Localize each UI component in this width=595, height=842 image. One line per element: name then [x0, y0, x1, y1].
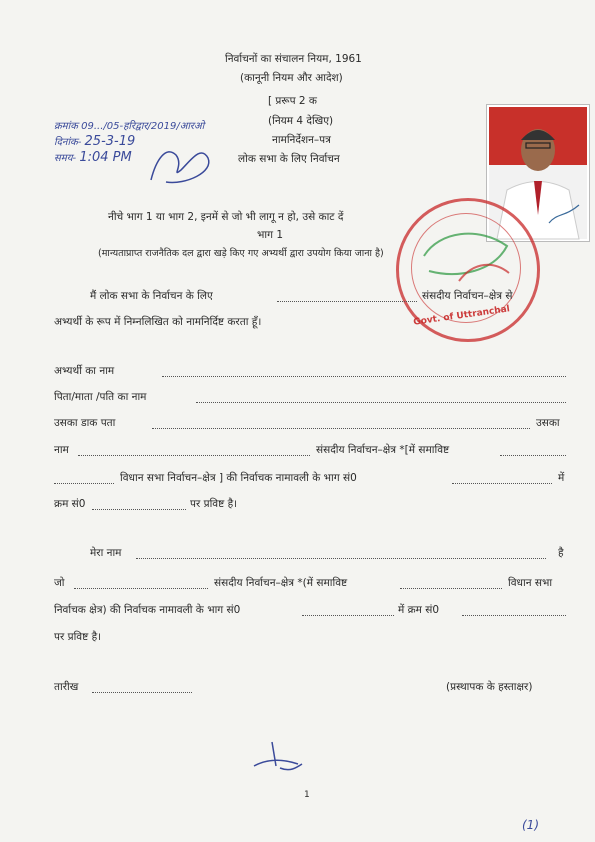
- serial-number-field[interactable]: [92, 509, 186, 510]
- received-date: दिनांक- 25-3-19: [54, 134, 136, 149]
- proposer-ac-label: विधान सभा: [508, 577, 553, 589]
- date-field[interactable]: [92, 692, 192, 693]
- address-field[interactable]: [152, 428, 530, 429]
- name-label: नाम: [54, 444, 69, 456]
- declaration-end: संसदीय निर्वाचन–क्षेत्र से: [422, 290, 513, 302]
- declaration-start: मैं लोक सभा के निर्वाचन के लिए: [90, 290, 213, 302]
- rules-title: निर्वाचनों का संचालन नियम, 1961: [225, 53, 362, 65]
- part-subtitle: (मान्यताप्राप्त राजनैतिक दल द्वारा खड़े किए गए अभ्यर्थी द्वारा उपयोग किया जाना है): [98, 248, 384, 259]
- proposer-serial-label: में क्रम सं0: [398, 604, 440, 616]
- parent-name-label: पिता/माता /पति का नाम: [54, 391, 147, 403]
- proposer-is: है: [558, 547, 564, 559]
- proposer-and: जो: [54, 577, 65, 589]
- serial-end: पर प्रविष्ट है।: [190, 498, 238, 510]
- address-label: उसका डाक पता: [54, 417, 116, 429]
- ref-number: क्रमांक 09.../05-हरिद्वार/2019/आरओ: [54, 121, 205, 132]
- proposer-name-label: मेरा नाम: [90, 547, 122, 559]
- proposer-entered: पर प्रविष्ट है।: [54, 631, 102, 643]
- his-label: उसका: [536, 417, 560, 429]
- in-label: में: [558, 472, 565, 484]
- proposer-pc-field[interactable]: [74, 588, 208, 589]
- assembly-field[interactable]: [54, 483, 114, 484]
- candidate-name-label: अभ्यर्थी का नाम: [54, 365, 115, 377]
- form-title: नामनिर्देशन–पत्र: [272, 134, 331, 146]
- proposer-serial-field[interactable]: [462, 615, 566, 616]
- signature-label: (प्रस्थापक के हस्ताक्षर): [446, 681, 533, 693]
- rule-reference: (नियम 4 देखिए): [268, 115, 334, 127]
- proposer-part-field[interactable]: [302, 615, 394, 616]
- serial-label: क्रम सं0: [54, 498, 86, 510]
- received-time: समय- 1:04 PM: [54, 150, 132, 165]
- constituency-field[interactable]: [277, 301, 417, 302]
- page-marker: (1): [522, 818, 539, 832]
- ac-label: विधान सभा निर्वाचन–क्षेत्र ] की निर्वाचक नामावली के भाग सं0: [120, 472, 357, 484]
- date-label: तारीख: [54, 681, 79, 693]
- proposer-pc-label: संसदीय निर्वाचन–क्षेत्र *(में समाविष्ट: [214, 577, 348, 589]
- proposer-included-field[interactable]: [400, 588, 502, 589]
- proposer-name-field[interactable]: [136, 558, 546, 559]
- proposer-roll-label: निर्वाचक क्षेत्र) की निर्वाचक नामावली के भाग सं0: [54, 604, 241, 616]
- rules-subtitle: (कानूनी नियम और आदेश): [240, 72, 343, 84]
- declaration-line2: अभ्यर्थी के रूप में निम्नलिखित को नामनिर्दिष्ट करता हूँ।: [54, 316, 262, 328]
- parent-name-field[interactable]: [196, 402, 566, 403]
- part-title: भाग 1: [257, 229, 284, 241]
- instruction-line: नीचे भाग 1 या भाग 2, इनमें से जो भी लागू न हो, उसे काट दें: [108, 211, 344, 223]
- candidate-name-field[interactable]: [162, 376, 566, 377]
- part-number-field[interactable]: [452, 483, 552, 484]
- official-seal: Govt. of Uttranchal: [396, 198, 540, 342]
- election-title: लोक सभा के लिए निर्वाचन: [238, 153, 340, 165]
- included-field[interactable]: [500, 455, 566, 456]
- page-number: 1: [304, 790, 310, 800]
- pc-label: संसदीय निर्वाचन–क्षेत्र *[में समाविष्ट: [316, 444, 450, 456]
- form-number: [ प्ररूप 2 क: [268, 95, 317, 107]
- initials-signature-icon: [146, 140, 216, 190]
- signature-icon: [250, 738, 310, 778]
- constituency-name-field[interactable]: [78, 455, 310, 456]
